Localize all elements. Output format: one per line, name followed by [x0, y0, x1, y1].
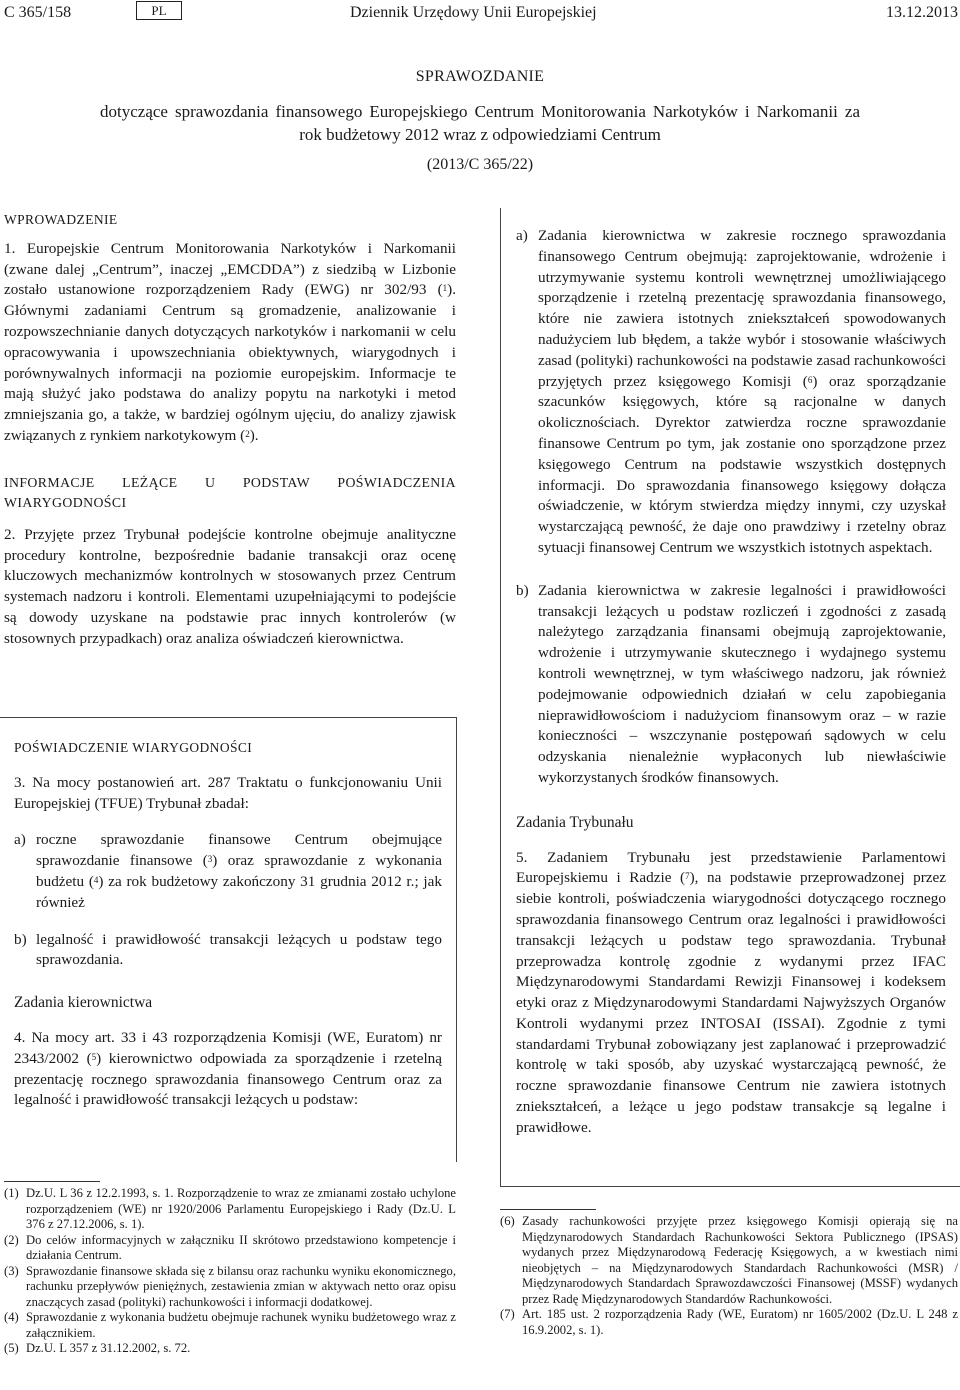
footnote-ref-5[interactable]: 5	[91, 1051, 97, 1062]
footnote-2: (2) Do celów informacyjnych w załączniku II skrótowo przedstawiono kompetencje i działania Centrum.	[4, 1232, 456, 1262]
court-heading: Zadania Trybunału	[516, 813, 634, 831]
management-heading: Zadania kierownictwa	[14, 994, 153, 1012]
footnote-1: (1) Dz.U. L 36 z 12.2.1993, s. 1. Rozporządzenie to wraz ze zmianami zostało uchylone rozporządzeniem (WE) nr 1920/2006 Parlamentu Europejskiego i Rady (Dz.U. L 376 z 27.12.2006, s. 1).	[4, 1186, 456, 1231]
footnote-ref-2[interactable]: 2	[245, 428, 250, 439]
footnote-6: (6) Zasady rachunkowości przyjęte przez księgowego Komisji opierają się na Międzynarodowych Standardach Rachunkowości Sektora Publicznego (IPSAS) wydanych przez Międzynarodową Federację Księgowych, a w kwestiach nimi nieobjętych – na Międzynarodowych Standardach Rachunkowości (MSR) / Międzynarodowych Standardach Sprawozdawczości Finansowej (MSSF) wydanych przez Radę Międzynarodowych Standardów Rachunkowości.	[500, 1214, 958, 1306]
footnote-ref-3[interactable]: 3	[207, 854, 213, 865]
statement-box	[0, 717, 457, 1162]
footnote-ref-4[interactable]: 4	[93, 874, 99, 885]
journal-title: Dziennik Urzędowy Unii Europejskiej	[350, 4, 597, 21]
paragraph-1: 1. Europejskie Centrum Monitorowania Narkotyków i Narkomanii (zwane dalej „Centrum”, inaczej „EMCDDA”) z siedzibą w Lizbonie zostało ustanowione rozporządzeniem Rady (EWG) nr 302/93 ($^1$). Głównymi zadaniami Centrum są gromadzenie, analizowanie i rozpowszechnianie danych dotyczących narkotyków i narkomanii w celu opracowywania i upowszechniania obiektywnych, wiarygodnych i porównywalnych informacji na poziomie europejskim. Informacje te mają służyć jako podstawa do analizy popytu na narkotyki i metod zmniejszania go, a także, w bardziej ogólnym ujęciu, do analizy zjawisk związanych z rynkiem narkotykowym ($^2$).	[4, 239, 456, 444]
intro-heading: WPROWADZENIE	[4, 212, 118, 227]
footnote-5: (5) Dz.U. L 357 z 31.12.2002, s. 72.	[4, 1341, 191, 1355]
list-item-a: a) roczne sprawozdanie finansowe Centrum obejmujące sprawozdanie finansowe ($^3$) oraz sprawozdanie z wykonania budżetu ($^4$) za rok budżetowy zakończony 31 grudnia 2012 r.; jak również	[14, 831, 442, 911]
footnote-ref-1[interactable]: 1	[442, 283, 448, 294]
publication-date: 13.12.2013	[886, 4, 958, 21]
list-item-b: b) legalność i prawidłowość transakcji leżących u podstaw tego sprawozdania.	[14, 930, 442, 969]
statement-content	[14, 738, 442, 1111]
paragraph-3: 3. Na mocy postanowień art. 287 Traktatu o funkcjonowaniu Unii Europejskiej (TFUE) Trybunał zbadał:	[14, 773, 442, 812]
language-badge: PL	[136, 1, 182, 20]
paragraph-5: 5. Zadaniem Trybunału jest przedstawienie Parlamentowi Europejskiemu i Radzie ($^7$), na podstawie przeprowadzonej przez siebie kontroli, poświadczenia wiarygodności dotyczącego rocznego sprawozdania finansowego Centrum oraz legalności i prawidłowości transakcji leżących u podstaw tego sprawozdania. Trybunał przeprowadza kontrolę zgodnie z wydanymi przez IFAC Międzynarodowymi Standardami Rewizji Finansowej i kodeksem etyki oraz z Międzynarodowymi Standardami Najwyższych Organów Kontroli wydanymi przez INTOSAI (ISSAI). Zgodnie z tymi standardami Trybunał zobowiązany jest zaplanować i przeprowadzić kontrolę w taki sposób, aby uzyskać wystarczającą pewność, że roczne sprawozdanie finansowe Centrum nie zawiera istotnych zniekształceń, a leżące u jego podstaw transakcje są legalne i prawidłowe.	[516, 848, 946, 1136]
document-title: SPRAWOZDANIE	[415, 68, 545, 85]
basis-heading: INFORMACJE LEŻĄCE U PODSTAW POŚWIADCZENIA WIARYGODNOŚCI	[4, 474, 456, 510]
page-header	[0, 0, 960, 28]
right-item-b: b) Zadania kierownictwa w zakresie legalności i prawidłowości transakcji leżących u podstaw rozliczeń i zgodności z zasadą należytego zarządzania finansami obejmują zaprojektowanie, wdrożenie i utrzymywanie skutecznego i wydajnego systemu kontroli wewnętrznej, w tym właściwego nadzoru, jak również podejmowanie odpowiednich działań w celu zapobiegania nieprawidłowościom i nadużyciom finansowym oraz – w razie konieczności – wszczynanie postępowań sądowych w celu odzyskania nienależnie wypłaconych lub niewłaściwie wykorzystanych środków finansowych.	[516, 581, 946, 786]
footnote-ref-6[interactable]: 6	[807, 374, 813, 385]
footnote-3: (3) Sprawozdanie finansowe składa się z bilansu oraz rachunku wyniku ekonomicznego, rachunku przepływów pieniężnych, zestawienia zmian w aktywach netto oraz opisu znaczących zasad (polityki) rachunkowości i informacji dodatkowej.	[4, 1263, 456, 1309]
document-subtitle: dotyczące sprawozdania finansowego Europejskiego Centrum Monitorowania Narkotyków i Narkomanii za rok budżetowy 2012 wraz z odpowiedziami Centrum	[100, 102, 860, 144]
paragraph-2: 2. Przyjęte przez Trybunał podejście kontrolne obejmuje analityczne procedury kontrolne, bezpośrednie badanie transakcji oraz ocenę kluczowych mechanizmów kontrolnych w stosowanych przez Centrum systemach nadzoru i kontroli. Elementami uzupełniającymi to podejście są dowody uzyskane na podstawie prac innych kontrolerów (w stosownych przypadkach) oraz analiza oświadczeń kierownictwa.	[4, 525, 456, 647]
footnotes-left	[4, 1186, 456, 1357]
statement-heading: POŚWIADCZENIE WIARYGODNOŚCI	[14, 740, 253, 755]
paragraph-4: 4. Na mocy art. 33 i 43 rozporządzenia Komisji (WE, Euratom) nr 2343/2002 ($^5$) kierownictwo odpowiada za sporządzenie i rzetelną prezentację rocznego sprawozdania finansowego Centrum oraz za legalność i prawidłowość transakcji leżących u podstaw:	[14, 1028, 442, 1109]
right-column	[516, 226, 946, 1139]
left-column	[4, 210, 456, 650]
page-number: C 365/158	[4, 4, 72, 21]
right-item-a: a) Zadania kierownictwa w zakresie rocznego sprawozdania finansowego Centrum obejmują: zaprojektowanie, wdrożenie i utrzymywanie systemu kontroli wewnętrznej umożliwiającego sporządzenie i rzetelną prezentację sprawozdania finansowego, które nie zawiera istotnych zniekształceń spowodowanych nadużyciem lub błędem, a także wybór i stosowanie właściwych zasad (polityki) rachunkowości na podstawie zasad rachunkowości przyjętych przez księgowego Komisji ($^6$) oraz sporządzanie szacunków księgowych, które są racjonalne w danych okolicznościach. Dyrektor zatwierdza roczne sprawozdanie finansowe Centrum po tym, jak zostanie ono sporządzone przez księgowego Centrum na podstawie wszystkich dostępnych informacji. Do sprawozdania finansowego księgowy dołącza oświadczenie, w którym stwierdza między innymi, czy uzyskał wystarczającą pewność, że daje ono prawdziwy i rzetelny obraz sytuacji finansowej Centrum we wszystkich istotnych aspektach.	[516, 227, 946, 556]
footnote-7: (7) Art. 185 ust. 2 rozporządzenia Rady (WE, Euratom) nr 1605/2002 (Dz.U. L 248 z 16.9.2002, s. 1).	[500, 1307, 958, 1337]
footnotes-right	[500, 1214, 958, 1338]
footnote-rule-right	[500, 1209, 596, 1210]
document-reference: (2013/C 365/22)	[426, 156, 534, 173]
footnote-4: (4) Sprawozdanie z wykonania budżetu obejmuje rachunek wyniku budżetowego wraz z załącznikiem.	[4, 1310, 456, 1340]
footnote-rule-left	[4, 1181, 100, 1182]
footnote-ref-7[interactable]: 7	[685, 871, 690, 882]
